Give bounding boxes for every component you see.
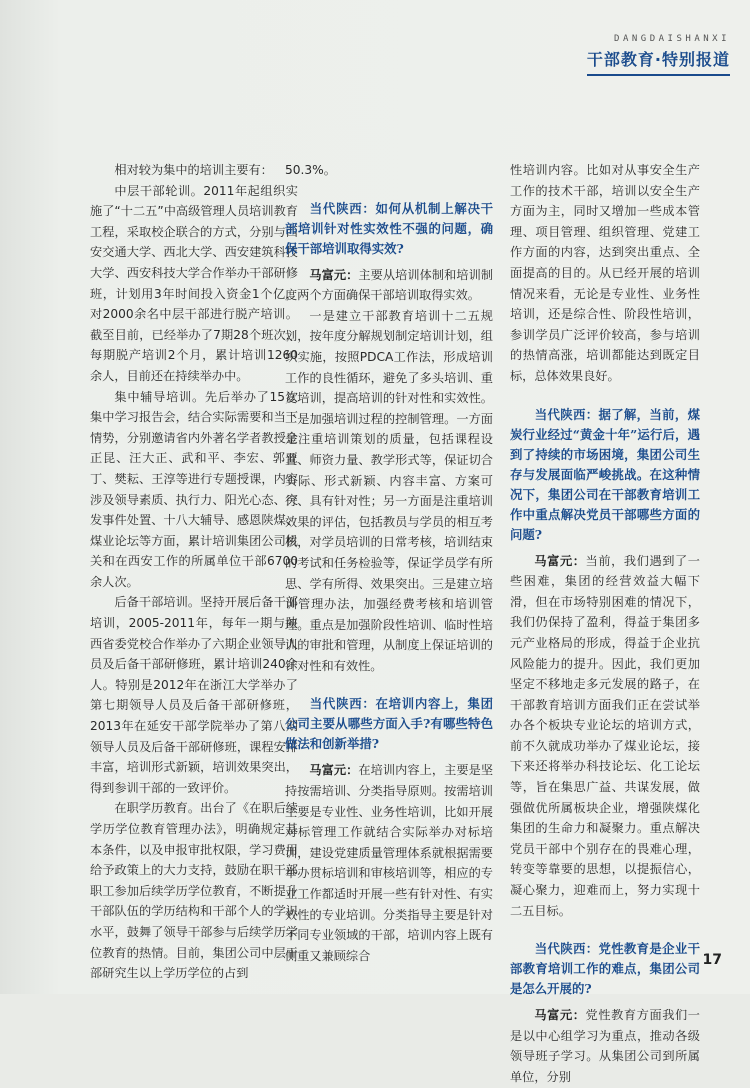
answer-text: 党性教育方面我们一是以中心组学习为重点，推动各级领导班子学习。从集团公司到所属单位，分别 (510, 1008, 700, 1084)
speaker-label: 马富元： (309, 763, 359, 778)
answer-text: 在培训内容上，主要是坚持按需培训、分类指导原则。按需培训主要是专业性、业务性培训，比如开展对标管理工作就结合实际举办对标培训，建设党建质量管理体系就根据需要举办贯标培训和审核培训等，相应的专业工作都适时开展一些有针对性、有实效性的专业培训。分类指导主要是针对不同专业领域的干部，培训内容上既有侧重又兼顾综合 (285, 763, 494, 963)
interview-answer (510, 1005, 700, 1087)
speaker-label: 马富元： (534, 553, 586, 568)
paragraph: 一是建立干部教育培训十二五规划，按年度分解规划制定培训计划，组织实施，按照PDCA工作法，形成培训工作的良性循环，避免了多头培训、重复培训，提高培训的针对性和实效性。二是加强培训过程的控制管理。一方面是注重培训策划的质量，包括课程设置、师资力量、教学形式等，保证切合实际、形式新颖、内容丰富、方案可行、具有针对性；另一方面是注重培训效果的评估，包括教员与学员的相互考核，对学员培训的日常考核，培训结束的考试和任务检验等，保证学员学有所思、学有所得、效果突出。三是建立培训管理办法，加强经费考核和培训管理。重点是加强阶段性培训、临时性培训的审批和管理，从制度上保证培训的针对性和有效性。 (285, 308, 493, 673)
paragraph: 后备干部培训。坚持开展后备干部培训，2005-2011年，每年一期与陕西省委党校合作举办了六期企业领导人员及后备干部研修班，累计培训240余人。特别是2012年在浙江大学举办了第七期领导人员及后备干部研修班，2013年在延安干部学院举办了第八期领导人员及后备干部研修班，课程安排丰富，培训形式新颖，培训效果突出，得到参训干部的一致评价。 (90, 595, 298, 795)
paragraph: 在职学历教育。出台了《在职后续学历学位教育管理办法》，明确规定基本条件，以及申报审批权限，学习费用给予政策上的大力支持，鼓励在职干部职工参加后续学历学位教育，不断提升干部队伍的学历结构和干部个人的学识水平，鼓舞了领导干部参与后续学历学位教育的热情。目前，集团公司中层干部研究生以上学历学位的占到 (90, 801, 298, 981)
interview-question: 当代陕西：党性教育是企业干部教育培训工作的难点，集团公司是怎么开展的? (510, 941, 700, 997)
interview-question: 当代陕西：如何从机制上解决干部培训针对性实效性不强的问题，确保干部培训取得实效? (285, 200, 493, 256)
interview-answer (285, 760, 493, 966)
interview-question: 当代陕西：在培训内容上，集团公司主要从哪些方面入手?有哪些特色做法和创新举措? (285, 696, 493, 752)
interview-question: 当代陕西：据了解，当前，煤炭行业经过“黄金十年”运行后，遇到了持续的市场困境，集团公司生存与发展面临严峻挑战。在这种情况下，集团公司在干部教育培训工作中重点解决党员干部哪些方面的问题? (510, 406, 700, 542)
paragraph: 中层干部轮训。2011年起组织实施了“十二五”中高级管理人员培训教育工程，采取校企联合的方式，分别与西安交通大学、西北大学、西安建筑科技大学、西安科技大学合作举办干部研修班，计划用3年时间投入资金1个亿，对2000余名中层干部进行脱产培训。截至目前，已经举办了7期28个班次，每期脱产培训2个月，累计培训1260余人，目前还在持续举办中。 (90, 183, 298, 383)
paragraph: 50.3%。 (285, 163, 336, 177)
section-title: 干部教育·特别报道 (586, 50, 730, 69)
masthead-latin: DANGDAISHANXI (614, 34, 730, 44)
paragraph: 相对较为集中的培训主要有： (114, 163, 273, 177)
speaker-label: 马富元： (309, 267, 359, 282)
page-number: 17 (702, 952, 722, 968)
answer-text: 主要从培训体制和培训制度两个方面确保干部培训取得实效。 (285, 267, 494, 303)
paragraph: 性培训内容。比如对从事安全生产工作的技术干部，培训以安全生产方面为主，同时又增加一些成本管理、项目管理、组织管理、党建工作方面的内容，达到突出重点、全面提高的目的。从已经开展的培训情况来看，无论是专业性、业务性培训，还是综合性、阶段性培训，参训学员广泛评价较高，参与培训的热情高涨，培训都能达到既定目标，总体效果良好。 (510, 163, 700, 383)
interview-answer (510, 551, 700, 922)
column-3 (510, 160, 700, 1088)
masthead (587, 34, 730, 76)
column-1 (90, 160, 298, 984)
interview-answer (285, 265, 493, 306)
speaker-label: 马富元： (534, 1008, 586, 1023)
paragraph: 集中辅导培训。先后举办了15次集中学习报告会，结合实际需要和当下情势，分别邀请省内外著名学者教授金正昆、汪大正、武和平、李宏、郭亚丁、樊耘、王淳等进行专题授课，内容涉及领导素质、执行力、阳光心态、突发事件处置、十八大辅导、感恩陕煤、煤业论坛等方面，累计培训集团公司机关和在西安工作的所属单位干部6700余人次。 (90, 389, 298, 589)
column-2 (285, 160, 493, 966)
masthead-rule (587, 74, 730, 76)
answer-text: 当前，我们遇到了一些困难，集团的经营效益大幅下滑，但在市场特别困难的情况下，我们仍保持了盈利，得益于集团多元产业格局的形成，得益于企业抗风险能力的提升。因此，我们更加坚定不移地走多元发展的路子，在干部教育培训方面我们正在尝试举办各个板块专业论坛的培训方式，前不久就成功举办了煤业论坛，接下来还将举办科技论坛、化工论坛等，旨在集思广益、共谋发展，做强做优所属板块企业，增强陕煤化集团的生命力和凝聚力。重点解决党员干部中个别存在的畏难心理，转变等靠要的思想，以提振信心，凝心聚力，迎难而上，努力实现十二五目标。 (510, 553, 700, 918)
